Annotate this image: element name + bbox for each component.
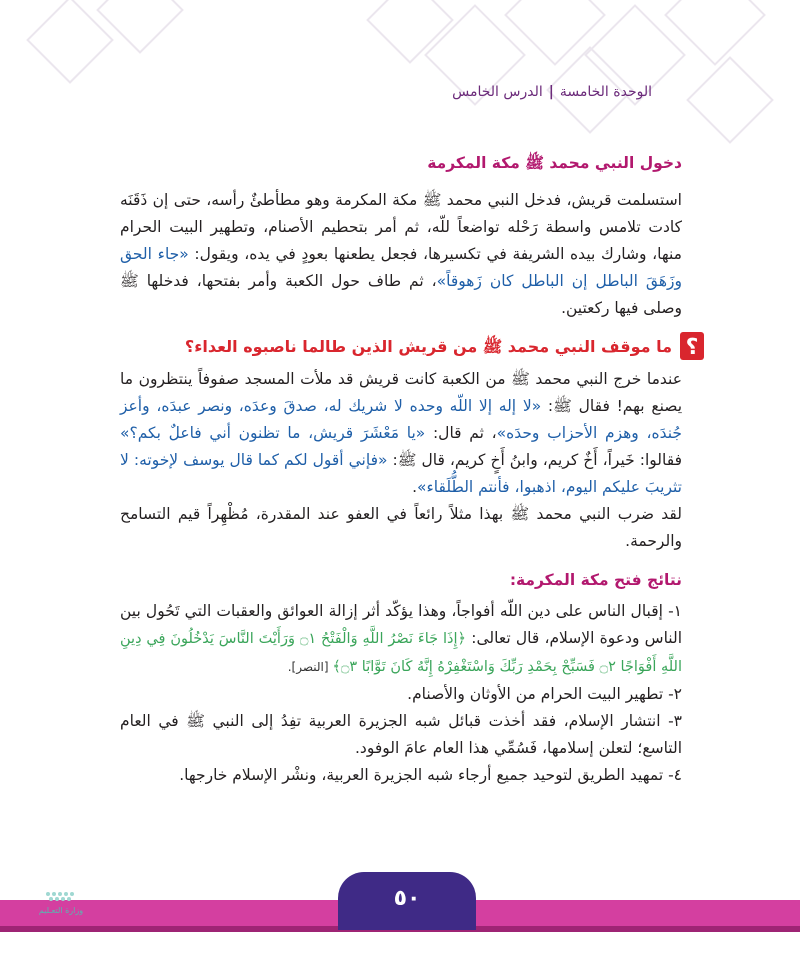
forgiveness-paragraph: لقد ضرب النبي محمد ﷺ بهذا مثلاً رائعاً في العفو عند المقدرة، مُظْهِراً قيم التسامح والرحمة. [120,505,682,550]
svg-text:؟: ؟ [685,335,699,360]
entry-paragraph [120,187,682,322]
result-item-4: ٤- تمهيد الطريق لتوحيد جميع أرجاء شبه الجزيرة العربية، ونشْر الإسلام خارجها. [179,766,682,784]
result-item-2: ٢- تطهير البيت الحرام من الأوثان والأصنام. [407,685,682,703]
mercy-text-a: عندما خرج النبي محمد ﷺ من الكعبة كانت قريش قد ملأت المسجد صفوفاً ينتظرون ما يصنع بهم! فقال ﷺ: [120,370,683,415]
mercy-text-d: . [412,478,418,496]
question-mark-icon [680,332,704,360]
section-title-entry: دخول النبي محمد ﷺ مكة المكرمة [427,154,682,172]
page-number: ٥٠ [338,872,476,930]
mercy-text-b: ، ثم قال: [425,424,497,442]
quran-verse: ﴿إِذَا جَاءَ نَصْرُ اللَّهِ وَالْفَتْحُ ۝١ وَرَأَيْتَ النَّاسَ يَدْخُلُونَ فِي دِينِ اللَّهِ أَفْوَاجًا ۝٢ فَسَبِّحْ بِحَمْدِ رَبِّكَ وَاسْتَغْفِرْهُ إِنَّهُ كَانَ تَوَّابًا ۝٣﴾ [120,631,682,675]
mercy-paragraph [120,366,682,501]
question-title: ما موقف النبي محمد ﷺ من قريش الذين طالما ناصبوه العداء؟ [184,336,672,356]
result-item-1-text: ١- إقبال الناس على دين اللّه أفواجاً، وهذا يؤكّد أثر إزالة العوائق والعقبات التي تَحُول بين الناس ودعوة الإسلام، قال تعالى: [120,602,682,647]
page-header [452,84,652,100]
ministry-logo-text: وزارة التعـليم [38,906,84,915]
unit-label: الوحدة الخامسة [559,84,652,100]
result-item-3: ٣- انتشار الإسلام، فقد أخذت قبائل شبه الجزيرة العربية تفِدُ إلى النبي ﷺ في العام التاسع؛ لتعلن إسلامها، فَسُمِّي هذا العام عامَ الوفود. [120,712,682,757]
question-block [120,332,704,360]
results-title: نتائج فتح مكة المكرمة: [509,571,682,589]
mercy-quote-3: «فإني أقول لكم كما قال يوسف لإخوته: لا تثريبَ عليكم اليوم، اذهبوا، فأنتم الطُّلَقاء» [120,451,682,496]
mercy-quote-1: «لا إله إلا اللّه وحده لا شريك له، صدقَ وعدَه، ونصر عبدَه، وأعز جُندَه، وهزم الأحزاب وحدَه» [120,397,683,442]
header-separator: | [548,84,554,100]
lesson-label: الدرس الخامس [452,84,543,100]
mercy-quote-2: «يا مَعْشَرَ قريش، ما تظنون أني فاعلٌ بكم؟» [120,424,426,442]
entry-text-a: استسلمت قريش، فدخل النبي محمد ﷺ مكة المكرمة وهو مطأطئٌ رأسه، حتى إن ذَقَنَه كادت تلامس واسطة رَحْله تواضعاً للّه، ثم أمر بتحطيم الأصنام، وتطهير البيت الحرام منها، وشارك بيده الشريفة في تكسيرها، فجعل يطعنها بعودٍ في يده، ويقول: [120,191,682,263]
entry-text-b: ، ثم طاف حول الكعبة وأمر بفتحها، فدخلها ﷺ وصلى فيها ركعتين. [120,272,682,317]
result-item-1 [120,598,682,681]
lesson-content [120,150,699,789]
entry-quote: «جاء الحق وزَهَقَ الباطل إن الباطل كان زَهوقاً» [120,245,682,290]
surah-reference: [النصر]. [287,660,333,674]
mercy-text-c: فقالوا: خَيراً، أَخٌ كريم، وابنُ أَخٍ كريم، قال ﷺ: [387,451,682,469]
